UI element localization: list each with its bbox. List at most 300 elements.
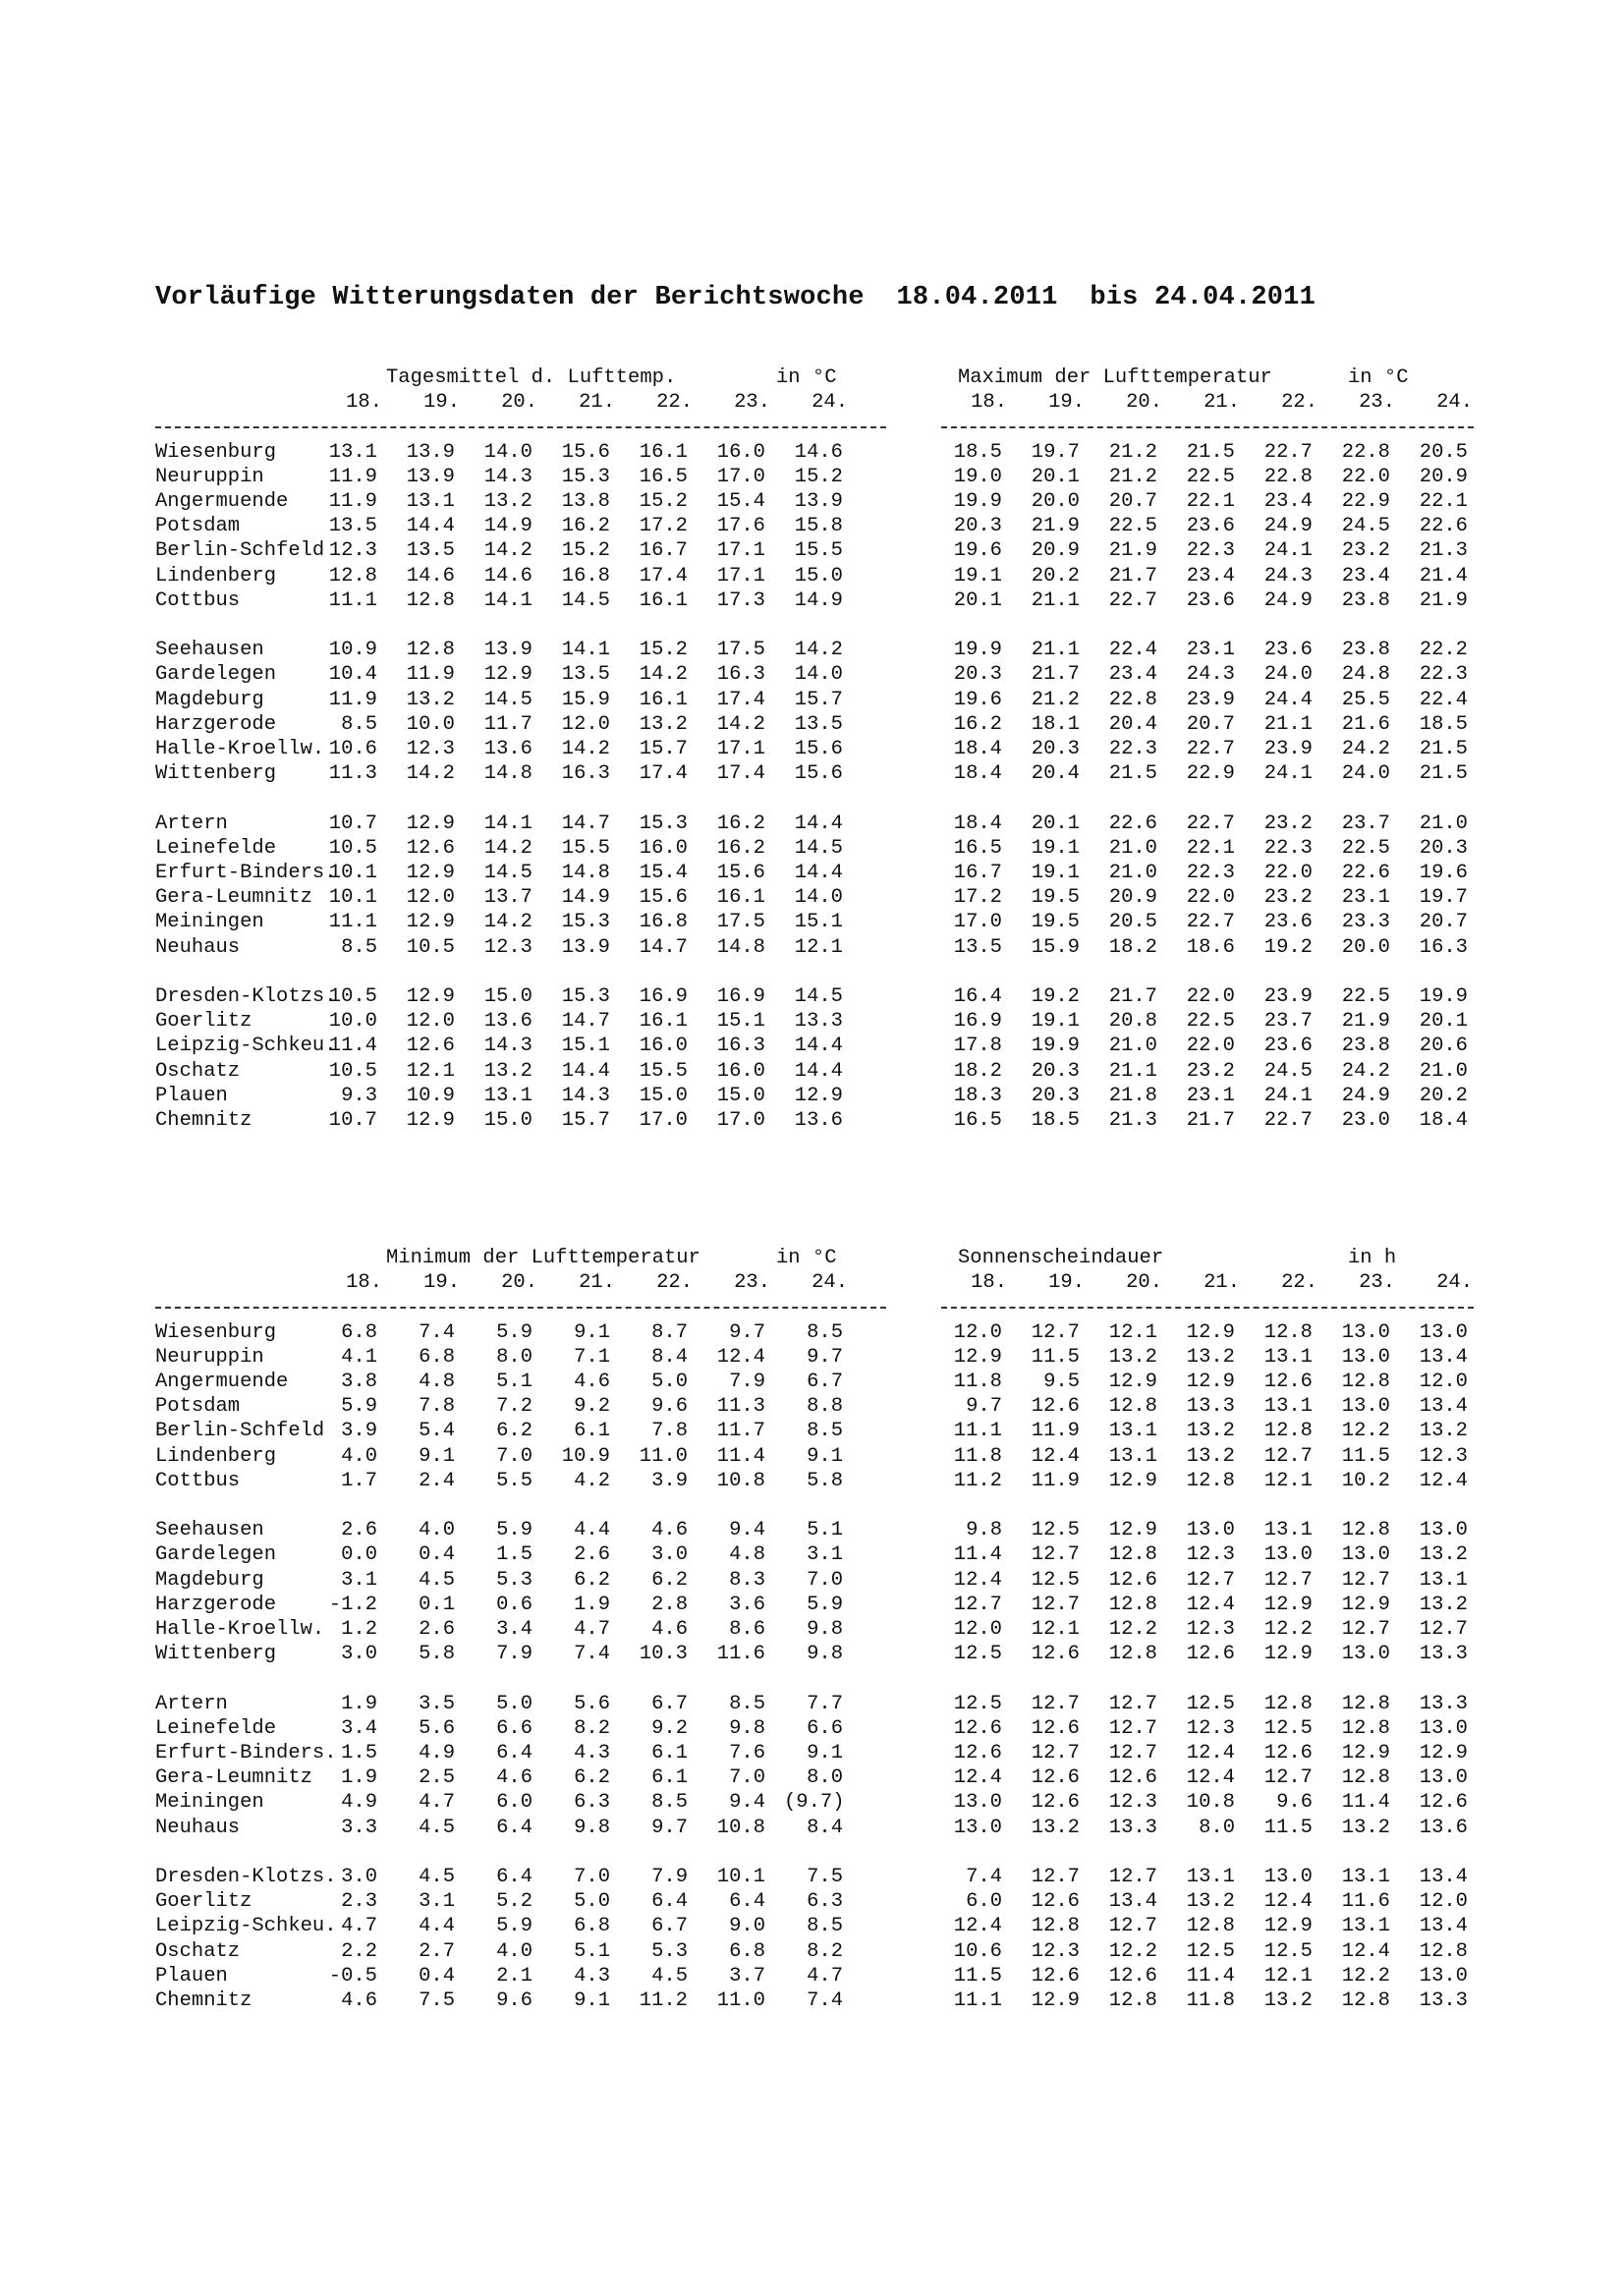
table-cell: 4.6 — [574, 1371, 610, 1393]
table-cell: 13.2 — [1341, 1816, 1390, 1839]
table-cell: 16.3 — [716, 1035, 765, 1058]
table-cell: 10.7 — [328, 1109, 377, 1132]
day-column-header: 22. — [656, 391, 693, 415]
table-cell: 21.2 — [1108, 465, 1157, 488]
day-column-header: 19. — [1048, 1271, 1085, 1295]
table-cell: 22.3 — [1186, 862, 1235, 884]
table-cell: 17.3 — [716, 588, 765, 612]
table-cell: 12.9 — [1419, 1742, 1468, 1764]
table-cell: 14.2 — [483, 539, 532, 563]
table-row — [0, 761, 1624, 786]
table-cell: 24.0 — [1341, 762, 1390, 786]
table-cell: 16.2 — [561, 515, 610, 538]
table-cell: 6.6 — [807, 1716, 843, 1740]
station-name: Magdeburg — [155, 688, 264, 711]
table-cell: 16.4 — [953, 985, 1002, 1008]
table-cell: 0.4 — [419, 1543, 455, 1567]
table-cell: 12.7 — [1108, 1742, 1157, 1764]
table-cell: 12.0 — [953, 1320, 1002, 1344]
table-cell: 24.4 — [1263, 688, 1313, 711]
table-cell: 12.7 — [1031, 1742, 1080, 1764]
table-cell: 22.0 — [1263, 862, 1313, 884]
table-cell: 10.8 — [716, 1816, 765, 1839]
table-cell: 16.0 — [639, 836, 688, 860]
table-cell: 12.6 — [1031, 1791, 1080, 1815]
table-cell: 4.0 — [419, 1519, 455, 1542]
table-cell: 14.2 — [483, 836, 532, 860]
table-cell: 5.0 — [496, 1692, 532, 1715]
table-cell: 22.7 — [1263, 1109, 1313, 1132]
table-cell: 23.1 — [1341, 886, 1390, 910]
table-cell: 21.5 — [1419, 762, 1468, 786]
table-cell: 14.2 — [483, 911, 532, 934]
table-cell: 22.1 — [1186, 836, 1235, 860]
header-divider — [155, 1307, 886, 1309]
table-cell: 10.6 — [953, 1939, 1002, 1963]
table-cell: 12.9 — [483, 663, 532, 687]
table-cell: 20.1 — [953, 588, 1002, 612]
table-cell: 20.2 — [1419, 1084, 1468, 1107]
document-title: Vorläufige Witterungsdaten der Berichtswoche 18.04.2011 bis 24.04.2011 — [155, 283, 1316, 312]
table-cell: 20.3 — [953, 663, 1002, 687]
table-cell: 9.4 — [729, 1791, 765, 1815]
table-cell: 16.7 — [953, 862, 1002, 884]
table-cell: 14.9 — [483, 515, 532, 538]
table-cell: 21.1 — [1108, 1059, 1157, 1083]
table-cell: 20.9 — [1108, 886, 1157, 910]
table-cell: 6.1 — [651, 1766, 688, 1790]
table-cell: 11.0 — [716, 1989, 765, 2012]
table-cell: 7.4 — [807, 1989, 843, 2012]
table-cell: 16.5 — [953, 836, 1002, 860]
table-cell: 12.5 — [953, 1692, 1002, 1715]
table-cell: 15.5 — [561, 836, 610, 860]
table-cell: 22.3 — [1263, 836, 1313, 860]
table-cell: 9.4 — [729, 1519, 765, 1542]
table-cell: 15.7 — [794, 688, 843, 711]
table-row — [0, 514, 1624, 538]
table-cell: 18.5 — [953, 440, 1002, 464]
table-cell: 17.2 — [639, 515, 688, 538]
table-cell: 13.2 — [1419, 1420, 1468, 1443]
table-cell: 7.4 — [419, 1320, 455, 1344]
day-column-header: 22. — [1281, 391, 1317, 415]
table-header-unit: in °C — [776, 366, 837, 389]
table-cell: 15.5 — [794, 539, 843, 563]
table-cell: 15.1 — [716, 1010, 765, 1034]
day-column-header: 21. — [1204, 391, 1240, 415]
table-cell: 3.1 — [807, 1543, 843, 1567]
table-cell: 7.0 — [496, 1444, 532, 1468]
table-cell: 2.7 — [419, 1939, 455, 1963]
table-cell: 5.6 — [574, 1692, 610, 1715]
table-cell: 10.1 — [328, 886, 377, 910]
table-cell: 21.3 — [1419, 539, 1468, 563]
table-row — [0, 1034, 1624, 1058]
table-row — [0, 1444, 1624, 1469]
table-row — [0, 1518, 1624, 1542]
table-cell: 12.6 — [406, 836, 455, 860]
table-cell: 12.9 — [1108, 1469, 1157, 1492]
table-cell: 15.8 — [794, 515, 843, 538]
table-cell: 13.1 — [1263, 1395, 1313, 1419]
table-cell: 22.7 — [1186, 812, 1235, 835]
table-cell: 1.5 — [341, 1742, 377, 1764]
table-cell: 4.3 — [574, 1964, 610, 1988]
table-cell: 18.6 — [1186, 935, 1235, 959]
table-cell: 13.3 — [794, 1010, 843, 1034]
table-cell: 9.8 — [729, 1716, 765, 1740]
table-cell: 22.3 — [1108, 738, 1157, 760]
table-row — [0, 1084, 1624, 1108]
table-cell: 12.3 — [1031, 1939, 1080, 1963]
table-cell: 4.6 — [341, 1989, 377, 2012]
table-cell: 15.4 — [639, 862, 688, 884]
table-cell: 21.7 — [1108, 564, 1157, 588]
table-cell: 12.3 — [328, 539, 377, 563]
table-cell: 19.1 — [1031, 836, 1080, 860]
table-cell: 13.1 — [328, 440, 377, 464]
table-row — [0, 1568, 1624, 1593]
table-cell: 9.8 — [807, 1643, 843, 1666]
table-row — [0, 489, 1624, 514]
table-cell: 16.3 — [561, 762, 610, 786]
table-cell: 17.0 — [639, 1109, 688, 1132]
table-cell: 24.1 — [1263, 539, 1313, 563]
table-cell: 5.8 — [807, 1469, 843, 1492]
table-cell: 12.8 — [1341, 1989, 1390, 2012]
table-cell: 12.0 — [953, 1618, 1002, 1641]
table-cell: 20.3 — [1419, 836, 1468, 860]
table-cell: 11.3 — [716, 1395, 765, 1419]
table-cell: 4.9 — [341, 1791, 377, 1815]
station-name: Artern — [155, 1692, 228, 1715]
station-name: Erfurt-Binders. — [155, 862, 337, 884]
table-cell: 15.7 — [561, 1109, 610, 1132]
table-cell: 12.1 — [1108, 1320, 1157, 1344]
table-cell: 20.7 — [1419, 911, 1468, 934]
table-cell: 6.3 — [807, 1890, 843, 1914]
table-cell: 3.8 — [341, 1371, 377, 1393]
table-cell: 9.8 — [966, 1519, 1002, 1542]
table-cell: 11.6 — [716, 1643, 765, 1666]
table-cell: 13.2 — [1108, 1345, 1157, 1369]
station-name: Lindenberg — [155, 564, 277, 588]
table-cell: 13.0 — [1419, 1320, 1468, 1344]
table-cell: 3.6 — [729, 1593, 765, 1616]
table-cell: 16.3 — [1419, 935, 1468, 959]
table-cell: 12.8 — [1263, 1420, 1313, 1443]
table-cell: 15.6 — [794, 738, 843, 760]
table-cell: 9.1 — [807, 1444, 843, 1468]
table-cell: 24.9 — [1263, 515, 1313, 538]
day-column-header: 20. — [501, 1271, 537, 1295]
table-cell: 7.4 — [966, 1866, 1002, 1888]
day-column-header: 21. — [1204, 1271, 1240, 1295]
table-cell: 12.4 — [1263, 1890, 1313, 1914]
table-cell: 12.4 — [953, 1568, 1002, 1592]
table-cell: 12.7 — [1108, 1866, 1157, 1888]
table-cell: 23.8 — [1341, 639, 1390, 662]
table-cell: 14.4 — [794, 1035, 843, 1058]
table-cell: 12.7 — [1263, 1568, 1313, 1592]
table-cell: 12.1 — [794, 935, 843, 959]
table-cell: 12.8 — [1108, 1643, 1157, 1666]
table-cell: 7.8 — [419, 1395, 455, 1419]
table-cell: 13.1 — [1108, 1420, 1157, 1443]
table-cell: 17.4 — [716, 688, 765, 711]
station-name: Meiningen — [155, 911, 264, 934]
table-cell: 24.9 — [1341, 1084, 1390, 1107]
table-row — [0, 836, 1624, 861]
table-cell: 22.8 — [1263, 465, 1313, 488]
table-cell: 12.8 — [1341, 1766, 1390, 1790]
table-cell: 12.4 — [1186, 1766, 1235, 1790]
station-name: Dresden-Klotzs. — [155, 985, 337, 1008]
table-cell: 14.4 — [794, 812, 843, 835]
table-cell: 13.4 — [1419, 1915, 1468, 1938]
table-cell: 12.9 — [1031, 1989, 1080, 2012]
table-cell: 22.7 — [1263, 440, 1313, 464]
table-cell: 10.0 — [406, 712, 455, 736]
table-cell: 7.5 — [419, 1989, 455, 2012]
table-cell: 17.0 — [953, 911, 1002, 934]
table-cell: 13.0 — [1341, 1643, 1390, 1666]
table-cell: 7.5 — [807, 1866, 843, 1888]
table-cell: 16.2 — [953, 712, 1002, 736]
table-cell: 19.5 — [1031, 886, 1080, 910]
table-cell: 5.2 — [496, 1890, 532, 1914]
day-column-header: 22. — [1281, 1271, 1317, 1295]
table-row — [0, 638, 1624, 662]
table-cell: 8.0 — [807, 1766, 843, 1790]
table-cell: 13.2 — [1263, 1989, 1313, 2012]
station-name: Angermuende — [155, 490, 289, 513]
table-cell: 22.7 — [1186, 738, 1235, 760]
table-cell: 13.0 — [1186, 1519, 1235, 1542]
table-cell: 21.2 — [1031, 688, 1080, 711]
table-cell: 5.6 — [419, 1716, 455, 1740]
table-cell: 13.3 — [1108, 1816, 1157, 1839]
table-cell: 22.0 — [1186, 985, 1235, 1008]
table-cell: 5.0 — [574, 1890, 610, 1914]
table-cell: 12.6 — [1263, 1371, 1313, 1393]
table-cell: 13.0 — [1341, 1395, 1390, 1419]
table-row — [0, 1108, 1624, 1133]
table-cell: 11.6 — [1341, 1890, 1390, 1914]
table-cell: 20.1 — [1419, 1010, 1468, 1034]
table-cell: 12.7 — [953, 1593, 1002, 1616]
table-header-label: Sonnenscheindauer — [958, 1247, 1164, 1269]
table-cell: 21.5 — [1419, 738, 1468, 760]
table-cell: 9.3 — [341, 1084, 377, 1107]
table-cell: 16.2 — [716, 812, 765, 835]
table-cell: 6.0 — [496, 1791, 532, 1815]
table-cell: 23.4 — [1186, 564, 1235, 588]
table-cell: 20.3 — [1031, 738, 1080, 760]
table-cell: 12.5 — [953, 1643, 1002, 1666]
table-cell: 14.5 — [794, 836, 843, 860]
table-cell: 17.5 — [716, 911, 765, 934]
table-cell: 22.3 — [1186, 539, 1235, 563]
table-cell: 5.9 — [496, 1915, 532, 1938]
station-name: Plauen — [155, 1964, 228, 1988]
table-cell: 17.2 — [953, 886, 1002, 910]
table-cell: 22.5 — [1186, 465, 1235, 488]
table-header-unit: in °C — [1348, 366, 1409, 389]
table-cell: 0.6 — [496, 1593, 532, 1616]
station-name: Potsdam — [155, 515, 241, 538]
table-cell: 12.4 — [1031, 1444, 1080, 1468]
table-cell: 23.9 — [1263, 985, 1313, 1008]
table-cell: 1.7 — [341, 1469, 377, 1492]
table-cell: 16.9 — [639, 985, 688, 1008]
table-cell: 4.7 — [807, 1964, 843, 1988]
table-cell: 13.5 — [406, 539, 455, 563]
table-cell: 21.9 — [1341, 1010, 1390, 1034]
table-cell: 15.9 — [1031, 935, 1080, 959]
table-cell: 12.9 — [1186, 1371, 1235, 1393]
table-cell: 12.7 — [1341, 1618, 1390, 1641]
table-cell: 16.1 — [639, 588, 688, 612]
table-cell: 23.3 — [1341, 911, 1390, 934]
table-cell: 22.1 — [1419, 490, 1468, 513]
station-name: Angermuende — [155, 1371, 289, 1393]
table-cell: 12.1 — [1031, 1618, 1080, 1641]
day-column-header: 24. — [1436, 391, 1473, 415]
table-cell: 2.5 — [419, 1766, 455, 1790]
table-cell: 13.3 — [1419, 1692, 1468, 1715]
table-cell: 10.6 — [328, 738, 377, 760]
table-cell: 4.6 — [496, 1766, 532, 1790]
station-name: Oschatz — [155, 1939, 241, 1963]
table-cell: 13.3 — [1419, 1643, 1468, 1666]
table-cell: 12.7 — [1263, 1766, 1313, 1790]
table-cell: 11.4 — [1186, 1964, 1235, 1988]
table-cell: 10.3 — [639, 1643, 688, 1666]
station-name: Chemnitz — [155, 1109, 252, 1132]
table-cell: 11.8 — [1186, 1989, 1235, 2012]
table-cell: 16.1 — [639, 688, 688, 711]
table-cell: 23.1 — [1186, 1084, 1235, 1107]
table-cell: 12.6 — [1108, 1964, 1157, 1988]
station-name: Meiningen — [155, 1791, 264, 1815]
table-cell: 14.5 — [483, 688, 532, 711]
table-cell: 21.0 — [1419, 1059, 1468, 1083]
table-cell: 10.9 — [328, 639, 377, 662]
table-cell: 21.8 — [1108, 1084, 1157, 1107]
table-cell: 18.5 — [1031, 1109, 1080, 1132]
day-column-header: 19. — [423, 1271, 460, 1295]
station-name: Gardelegen — [155, 663, 277, 687]
station-name: Chemnitz — [155, 1989, 252, 2012]
table-row — [0, 1469, 1624, 1493]
table-cell: 11.9 — [406, 663, 455, 687]
table-cell: 20.3 — [953, 515, 1002, 538]
table-row — [0, 1964, 1624, 1988]
table-cell: 14.1 — [483, 812, 532, 835]
day-column-header: 23. — [1359, 1271, 1395, 1295]
table-cell: 16.3 — [716, 663, 765, 687]
table-cell: 12.4 — [1341, 1939, 1390, 1963]
table-cell: 12.4 — [1186, 1593, 1235, 1616]
table-cell: 13.9 — [406, 465, 455, 488]
station-name: Goerlitz — [155, 1010, 252, 1034]
table-cell: 11.4 — [716, 1444, 765, 1468]
table-cell: 14.9 — [794, 588, 843, 612]
table-cell: 6.2 — [574, 1766, 610, 1790]
table-cell: 12.9 — [1341, 1742, 1390, 1764]
table-cell: 12.7 — [1031, 1692, 1080, 1715]
table-cell: 13.4 — [1419, 1395, 1468, 1419]
table-cell: 3.7 — [729, 1964, 765, 1988]
day-column-header: 23. — [734, 1271, 770, 1295]
table-cell: 12.8 — [1108, 1543, 1157, 1567]
table-cell: 12.3 — [406, 738, 455, 760]
table-cell: 14.0 — [483, 440, 532, 464]
table-row — [0, 662, 1624, 687]
table-row — [0, 1988, 1624, 2013]
table-cell: 4.6 — [651, 1519, 688, 1542]
table-cell: 2.4 — [419, 1469, 455, 1492]
table-header-unit: in °C — [776, 1247, 837, 1269]
table-cell: 10.5 — [406, 935, 455, 959]
table-cell: 6.3 — [574, 1791, 610, 1815]
table-row — [0, 1542, 1624, 1567]
day-column-header: 23. — [1359, 391, 1395, 415]
table-cell: 12.8 — [1108, 1989, 1157, 2012]
table-cell: 21.9 — [1108, 539, 1157, 563]
table-cell: 21.7 — [1108, 985, 1157, 1008]
day-column-header: 24. — [812, 391, 848, 415]
table-cell: 15.0 — [483, 985, 532, 1008]
station-name: Gera-Leumnitz — [155, 1766, 312, 1790]
table-cell: 24.9 — [1263, 588, 1313, 612]
table-row — [0, 1816, 1624, 1840]
table-cell: 11.2 — [953, 1469, 1002, 1492]
table-row — [0, 984, 1624, 1009]
table-cell: 24.1 — [1263, 1084, 1313, 1107]
table-row — [0, 1741, 1624, 1765]
table-cell: 12.7 — [1186, 1568, 1235, 1592]
table-cell: 13.9 — [483, 639, 532, 662]
table-cell: 6.1 — [651, 1742, 688, 1764]
table-cell: 12.3 — [1186, 1716, 1235, 1740]
table-cell: 12.3 — [1419, 1444, 1468, 1468]
table-cell: 11.1 — [328, 911, 377, 934]
table-cell: 12.3 — [483, 935, 532, 959]
table-cell: 13.5 — [328, 515, 377, 538]
table-cell: 21.7 — [1186, 1109, 1235, 1132]
table-cell: 19.1 — [1031, 862, 1080, 884]
table-cell: 21.2 — [1108, 440, 1157, 464]
table-cell: 23.0 — [1341, 1109, 1390, 1132]
table-cell: 22.0 — [1341, 465, 1390, 488]
table-cell: 11.4 — [953, 1543, 1002, 1567]
table-cell: 6.4 — [496, 1866, 532, 1888]
table-row — [0, 1320, 1624, 1345]
table-cell: 13.1 — [1341, 1866, 1390, 1888]
table-cell: 14.2 — [716, 712, 765, 736]
table-cell: 10.5 — [328, 1059, 377, 1083]
table-cell: 14.1 — [561, 639, 610, 662]
table-cell: 13.2 — [1031, 1816, 1080, 1839]
table-cell: 2.6 — [341, 1519, 377, 1542]
table-cell: 14.3 — [561, 1084, 610, 1107]
table-cell: 6.4 — [729, 1890, 765, 1914]
table-cell: 12.6 — [1031, 1890, 1080, 1914]
table-cell: 16.1 — [716, 886, 765, 910]
